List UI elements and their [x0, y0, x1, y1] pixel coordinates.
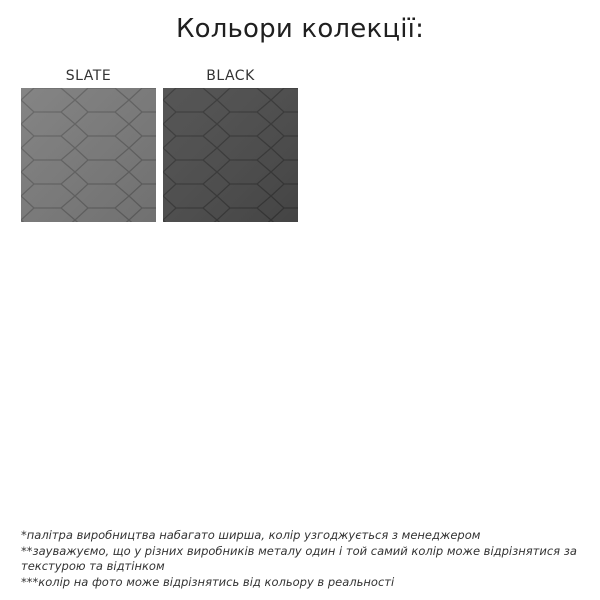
swatch-slate[interactable] — [21, 66, 156, 222]
swatch-black[interactable] — [163, 66, 298, 222]
swatch-tile-slate[interactable] — [21, 88, 156, 222]
footnote-1: *палітра виробництва набагато ширша, колір узгоджується з менеджером — [21, 528, 481, 542]
page-title: Кольори колекції: — [175, 14, 425, 44]
swatch-label-slate: SLATE — [65, 68, 112, 84]
swatch-label-black: BLACK — [206, 68, 255, 84]
footnotes — [21, 528, 591, 590]
footnote-2: **зауважуємо, що у різних виробників металу один і той самий колір може відрізнятися за текстурою та відтінком — [21, 543, 577, 573]
footnote-3: ***колір на фото може відрізнятись від кольору в реальності — [21, 574, 395, 589]
color-swatches — [21, 66, 298, 222]
swatch-tile-black[interactable] — [163, 88, 298, 222]
